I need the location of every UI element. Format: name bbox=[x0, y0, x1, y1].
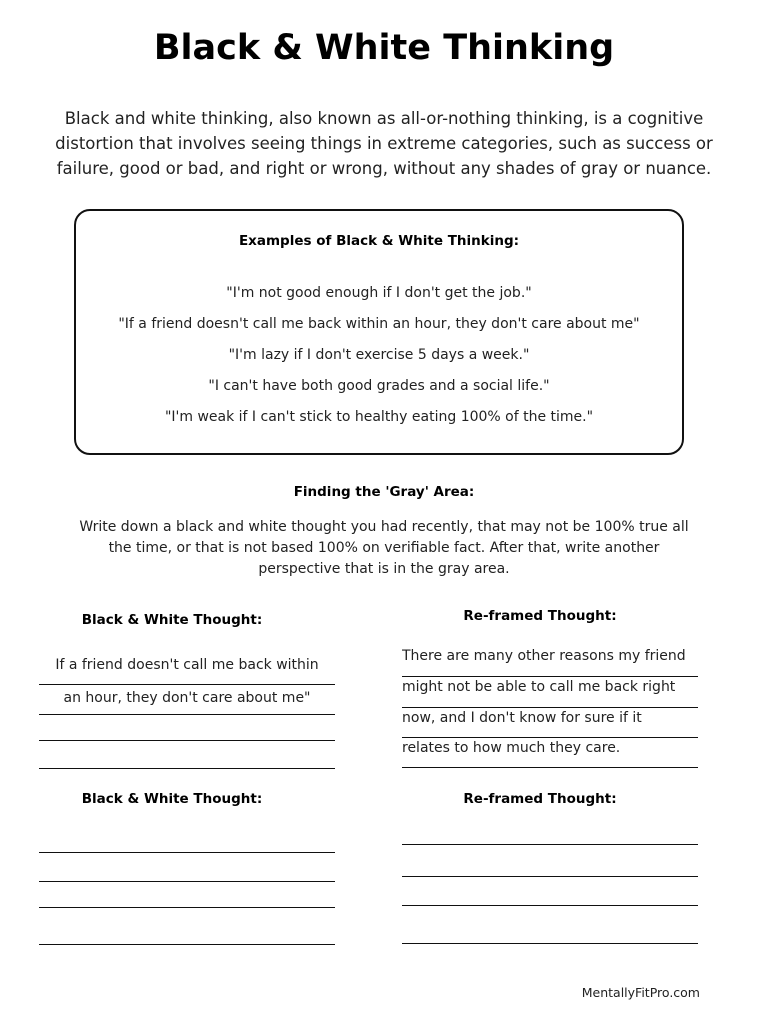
write-line[interactable] bbox=[39, 853, 335, 882]
write-line[interactable] bbox=[402, 877, 698, 906]
write-line[interactable] bbox=[39, 822, 335, 853]
example-item: "I'm lazy if I don't exercise 5 days a week." bbox=[228, 347, 530, 363]
black-white-thought-lines bbox=[39, 655, 335, 769]
black-white-thought-heading: Black & White Thought: bbox=[81, 612, 263, 628]
reframed-thought-lines bbox=[402, 814, 698, 944]
write-line[interactable]: There are many other reasons my friend bbox=[402, 646, 698, 677]
intro-paragraph: Black and white thinking, also known as all-or-nothing thinking, is a cognitive distortion that involves seeing things in extreme categories, such as success or failure, good or bad, and right or wrong, without any shades of gray or nuance. bbox=[55, 109, 713, 178]
example-item: "If a friend doesn't call me back within an hour, they don't care about me" bbox=[118, 316, 640, 332]
write-line[interactable] bbox=[39, 715, 335, 741]
write-line[interactable] bbox=[402, 845, 698, 877]
write-line[interactable]: relates to how much they care. bbox=[402, 738, 698, 768]
write-line[interactable] bbox=[39, 741, 335, 769]
write-line[interactable]: might not be able to call me back right bbox=[402, 677, 698, 708]
write-line[interactable] bbox=[39, 882, 335, 908]
write-line[interactable] bbox=[402, 814, 698, 845]
examples-box bbox=[74, 209, 684, 455]
examples-heading: Examples of Black & White Thinking: bbox=[238, 233, 520, 249]
gray-area-heading: Finding the 'Gray' Area: bbox=[293, 484, 475, 500]
reframed-thought-lines bbox=[402, 646, 698, 768]
write-line[interactable] bbox=[39, 908, 335, 945]
example-item: "I'm weak if I can't stick to healthy eating 100% of the time." bbox=[164, 409, 594, 425]
reframed-thought-heading: Re-framed Thought: bbox=[463, 608, 617, 624]
write-line[interactable]: an hour, they don't care about me" bbox=[39, 685, 335, 715]
write-line[interactable] bbox=[402, 906, 698, 944]
black-white-thought-heading: Black & White Thought: bbox=[81, 791, 263, 807]
reframed-thought-heading: Re-framed Thought: bbox=[463, 791, 617, 807]
black-white-thought-lines bbox=[39, 822, 335, 945]
write-line[interactable]: now, and I don't know for sure if it bbox=[402, 708, 698, 738]
footer-site-name: MentallyFitPro.com bbox=[581, 985, 700, 1000]
gray-area-instructions: Write down a black and white thought you had recently, that may not be 100% true all the time, or that is not based 100% on verifiable fact. After that, write another perspective that is in the gray area. bbox=[79, 519, 689, 577]
example-item: "I can't have both good grades and a social life." bbox=[208, 378, 550, 394]
examples-list bbox=[76, 283, 682, 438]
write-line[interactable]: If a friend doesn't call me back within bbox=[39, 655, 335, 685]
page-title: Black & White Thinking bbox=[153, 28, 615, 68]
example-item: "I'm not good enough if I don't get the job." bbox=[226, 285, 532, 301]
